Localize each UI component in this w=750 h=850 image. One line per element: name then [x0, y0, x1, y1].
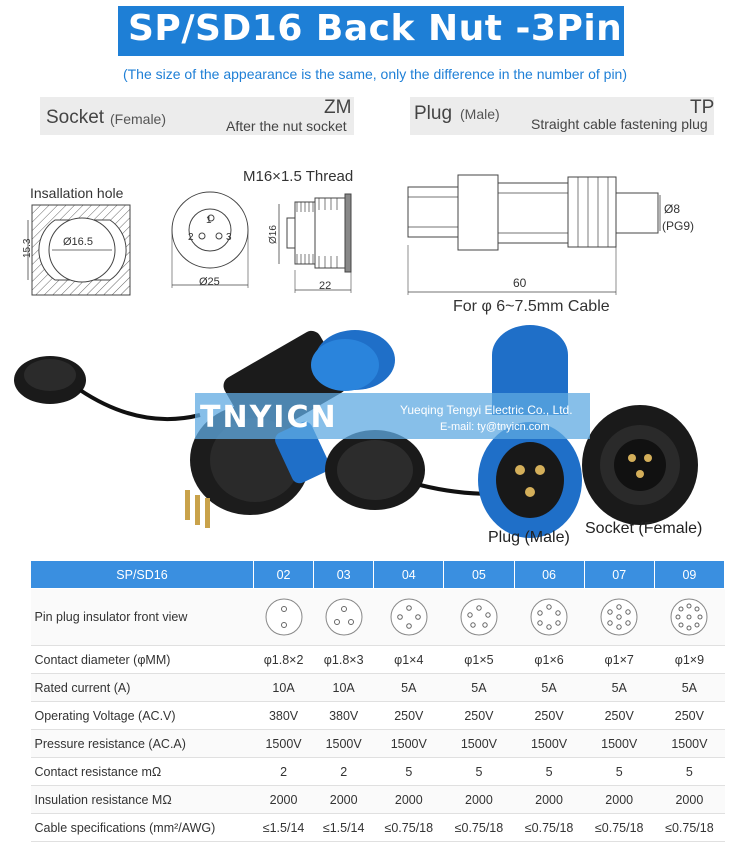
table-cell: 2000	[584, 786, 654, 814]
table-cell: 250V	[374, 702, 444, 730]
thread-label: M16×1.5 Thread	[243, 168, 354, 185]
table-cell: 5A	[654, 674, 724, 702]
table-cell: 5A	[584, 674, 654, 702]
socket-type: (Female)	[110, 111, 167, 127]
table-header-row	[31, 561, 725, 589]
pin-diagram-07	[599, 597, 639, 637]
row-label: Contact resistance mΩ	[31, 758, 254, 786]
table-cell: 5	[584, 758, 654, 786]
spec-table	[30, 560, 725, 842]
header-model: SP/SD16	[31, 561, 254, 589]
table-cell: φ1×4	[374, 646, 444, 674]
table-cell: 5A	[444, 674, 514, 702]
brand-logo: TNYICN	[200, 400, 338, 435]
hole-diameter: Ø16.5	[63, 236, 93, 248]
table-row	[31, 758, 725, 786]
pin-view-09	[654, 589, 724, 646]
plug-pg: (PG9)	[662, 219, 695, 233]
socket-code: ZM	[324, 97, 352, 118]
table-cell: 2	[314, 758, 374, 786]
header-06: 06	[514, 561, 584, 589]
socket-desc: After the nut socket	[226, 118, 347, 134]
header-03: 03	[314, 561, 374, 589]
table-cell: φ1×9	[654, 646, 724, 674]
plug-label: Plug	[414, 103, 453, 124]
plug-type: (Male)	[460, 106, 500, 122]
table-cell: 5	[374, 758, 444, 786]
table-row	[31, 814, 725, 842]
table-row	[31, 646, 725, 674]
row-label: Contact diameter (φMM)	[31, 646, 254, 674]
table-cell: ≤0.75/18	[654, 814, 724, 842]
table-cell: 1500V	[374, 730, 444, 758]
table-cell: 1500V	[654, 730, 724, 758]
install-hole-label: Insallation hole	[30, 185, 124, 201]
side-diameter: Ø16	[268, 225, 279, 244]
company-name: Yueqing Tengyi Electric Co., Ltd.	[400, 403, 573, 417]
thread-side-drawing	[265, 190, 365, 295]
plug-photo-label: Plug (Male)	[488, 529, 570, 546]
table-cell: 2000	[374, 786, 444, 814]
header-09: 09	[654, 561, 724, 589]
row-label: Cable specifications (mm²/AWG)	[31, 814, 254, 842]
pin-view-06	[514, 589, 584, 646]
table-cell: φ1.8×2	[254, 646, 314, 674]
table-cell: 380V	[314, 702, 374, 730]
table-cell: φ1×7	[584, 646, 654, 674]
socket-label: Socket	[46, 107, 105, 128]
row-label: Insulation resistance MΩ	[31, 786, 254, 814]
table-cell: 2000	[314, 786, 374, 814]
install-hole-drawing	[20, 200, 135, 300]
pin-view-label: Pin plug insulator front view	[31, 589, 254, 646]
table-cell: 1500V	[314, 730, 374, 758]
header-04: 04	[374, 561, 444, 589]
table-cell: 5	[654, 758, 724, 786]
company-email: E-mail: ty@tnyicn.com	[440, 421, 550, 433]
plug-desc: Straight cable fastening plug	[531, 116, 708, 132]
page-subtitle: (The size of the appearance is the same, only the difference in the number of pin)	[122, 66, 628, 82]
table-cell: 10A	[254, 674, 314, 702]
row-label: Pressure resistance (AC.A)	[31, 730, 254, 758]
table-cell: ≤0.75/18	[374, 814, 444, 842]
table-cell: 380V	[254, 702, 314, 730]
side-length: 22	[319, 280, 332, 292]
table-cell: 1500V	[584, 730, 654, 758]
plug-side-drawing	[398, 165, 703, 300]
pin-diagram-06	[529, 597, 569, 637]
table-cell: φ1.8×3	[314, 646, 374, 674]
pin-diagram-04	[389, 597, 429, 637]
table-cell: ≤1.5/14	[314, 814, 374, 842]
table-cell: 250V	[584, 702, 654, 730]
table-cell: ≤0.75/18	[514, 814, 584, 842]
pin-view-02	[254, 589, 314, 646]
socket-photo-label: Socket (Female)	[585, 520, 703, 537]
table-cell: ≤0.75/18	[584, 814, 654, 842]
page-title: SP/SD16 Back Nut -3Pin	[128, 8, 623, 49]
pin-1-label: 1	[206, 215, 212, 226]
table-cell: 250V	[444, 702, 514, 730]
pin-3-label: 3	[226, 232, 232, 243]
table-cell: φ1×6	[514, 646, 584, 674]
table-cell: 250V	[654, 702, 724, 730]
pin-2-label: 2	[188, 232, 194, 243]
table-row	[31, 702, 725, 730]
face-diameter: Ø25	[199, 276, 220, 288]
table-cell: 2000	[654, 786, 724, 814]
table-cell: 2000	[444, 786, 514, 814]
table-cell: 5A	[374, 674, 444, 702]
pin-diagram-03	[324, 597, 364, 637]
pin-view-03	[314, 589, 374, 646]
table-cell: 5	[514, 758, 584, 786]
table-cell: 2000	[514, 786, 584, 814]
pin-view-04	[374, 589, 444, 646]
pin-view-05	[444, 589, 514, 646]
plug-length: 60	[513, 276, 527, 290]
table-cell: 2	[254, 758, 314, 786]
table-cell: 1500V	[444, 730, 514, 758]
cable-label: For φ 6~7.5mm Cable	[453, 298, 610, 315]
header-02: 02	[254, 561, 314, 589]
table-cell: ≤1.5/14	[254, 814, 314, 842]
table-cell: 1500V	[254, 730, 314, 758]
table-row	[31, 730, 725, 758]
pin-view-07	[584, 589, 654, 646]
table-cell: 5A	[514, 674, 584, 702]
header-07: 07	[584, 561, 654, 589]
table-cell: 1500V	[514, 730, 584, 758]
table-row	[31, 674, 725, 702]
table-cell: φ1×5	[444, 646, 514, 674]
table-cell: ≤0.75/18	[444, 814, 514, 842]
plug-diameter: Ø8	[664, 202, 681, 216]
table-cell: 10A	[314, 674, 374, 702]
table-cell: 2000	[254, 786, 314, 814]
pin-diagram-09	[669, 597, 709, 637]
table-cell: 5	[444, 758, 514, 786]
pin-view-row	[31, 589, 725, 646]
table-cell: 250V	[514, 702, 584, 730]
row-label: Rated current (A)	[31, 674, 254, 702]
pin-diagram-02	[264, 597, 304, 637]
hole-height: 15.3	[22, 238, 33, 258]
table-row	[31, 786, 725, 814]
header-05: 05	[444, 561, 514, 589]
pin-diagram-05	[459, 597, 499, 637]
row-label: Operating Voltage (AC.V)	[31, 702, 254, 730]
plug-code: TP	[690, 97, 715, 118]
